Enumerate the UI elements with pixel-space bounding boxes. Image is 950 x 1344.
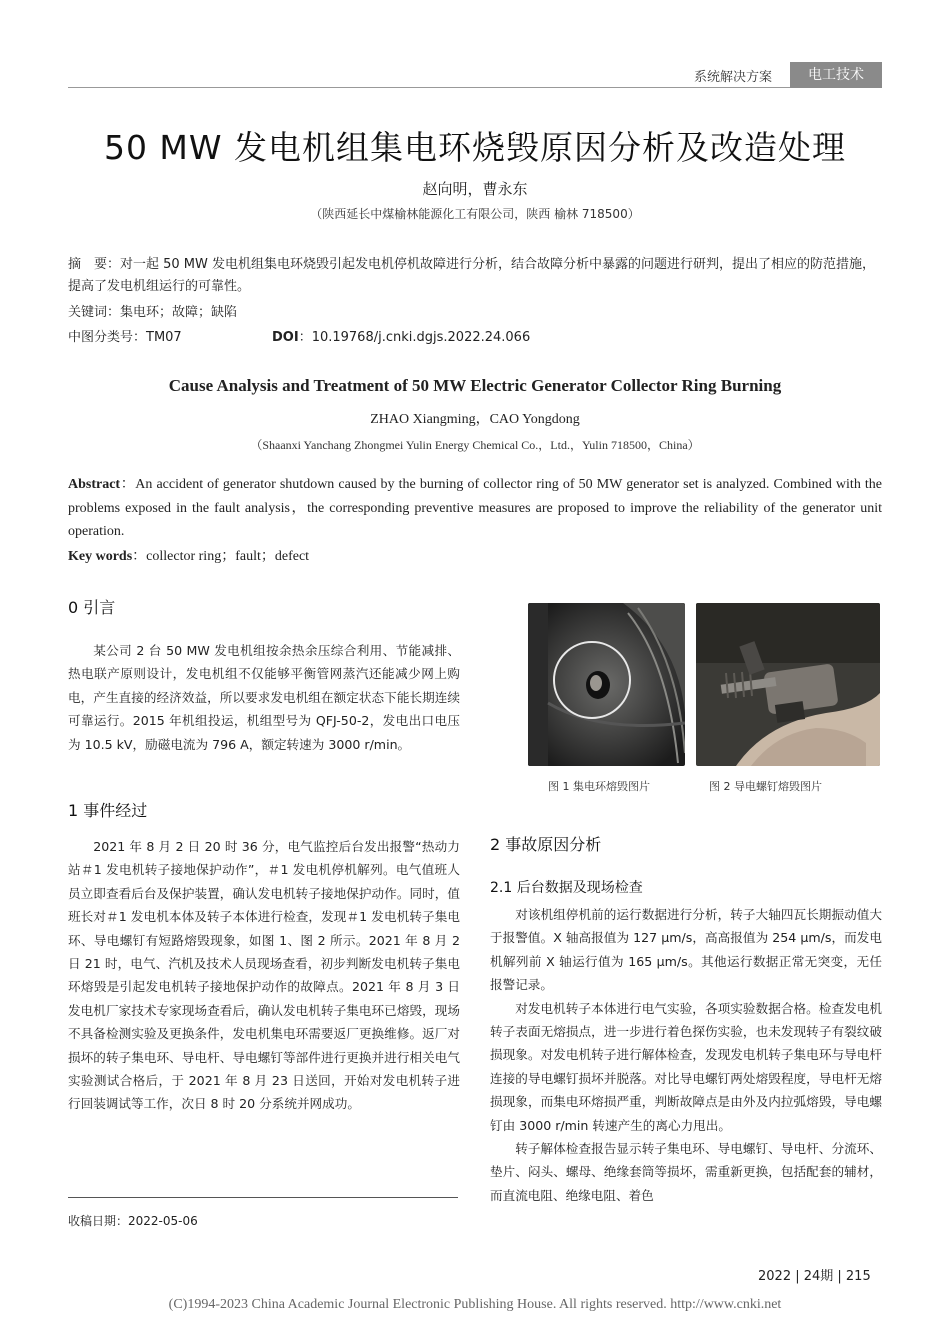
en-abstract-text: ：An accident of generator shutdown caused by the burning of collector ring of 50 MW generator set is analyzed. Combined with the problems exposed in the fault analysis，the corresponding preventive measures are proposed to improve the reliability of the generator unit operation. <box>68 477 882 539</box>
en-keywords-text: ：collector ring；fault；defect <box>132 549 310 564</box>
section-2-body <box>490 903 882 1207</box>
footnote-divider <box>68 1197 458 1198</box>
section-0-heading: 0 引言 <box>68 598 116 617</box>
doi-label: DOI <box>272 330 299 345</box>
section-2-1-heading: 2.1 后台数据及现场检查 <box>490 880 643 896</box>
section-1-body <box>68 835 460 1116</box>
section-2-heading: 2 事故原因分析 <box>490 835 602 854</box>
clc-number: 中图分类号：TM07 <box>68 330 182 345</box>
figure-2-image <box>696 603 880 766</box>
en-authors: ZHAO Xiangming，CAO Yongdong <box>370 412 580 427</box>
abstract-cn: 摘 要：对一起 50 MW 发电机组集电环烧毁引起发电机停机故障进行分析，结合故障分析中暴露的问题进行研判，提出了相应的防范措施，提高了发电机组运行的可靠性。 <box>68 257 876 294</box>
figure-2-caption: 图 2 导电螺钉熔毁图片 <box>709 780 822 793</box>
keywords-cn: 关键词：集电环；故障；缺陷 <box>68 305 238 320</box>
doi <box>272 326 530 345</box>
section-0-paragraph: 某公司 2 台 50 MW 发电机组按余热余压综合利用、节能减排、热电联产原则设计，发电机组不仅能够平衡管网蒸汽还能减少网上购电，产生直接的经济效益，所以要求发电机组在额定状态下能长期连续可靠运行。2015 年机组投运，机组型号为 QFJ-50-2，发电出口电压为 10.5 kV，励磁电流为 796 A，额定转速为 3000 r/min。 <box>68 643 460 752</box>
section-2-paragraph-1: 对该机组停机前的运行数据进行分析，转子大轴四瓦长期振动值大于报警值。X 轴高报值为 127 μm/s，高高报值为 254 μm/s，而发电机解列前 X 轴运行值为 165 μm/s。其他运行数据正常无突变，无任报警记录。 <box>490 907 882 993</box>
section-1-heading: 1 事件经过 <box>68 801 148 820</box>
section-2-paragraph-2: 对发电机转子本体进行电气实验，各项实验数据合格。检查发电机转子表面无熔损点，进一步进行着色探伤实验，也未发现转子有裂纹破损现象。对发电机转子进行解体检查，发现发电机转子集电环与导电杆连接的导电螺钉损坏并脱落。对比导电螺钉两处熔毁程度，导电杆无熔损现象，而集电环熔损严重，判断故障点是由外及内拉弧熔毁，导电螺钉由 3000 r/min 转速产生的离心力甩出。 <box>490 1000 882 1133</box>
section-1-paragraph: 2021 年 8 月 2 日 20 时 36 分，电气监控后台发出报警“热动力站＃1 发电机转子接地保护动作”，＃1 发电机停机解列。电气值班人员立即查看后台及保护装置，确认发电机转子接地保护动作。同时，值班长对＃1 发电机本体及转子本体进行检查，发现＃1 发电机转子集电环、导电螺钉有短路熔毁现象，如图 1、图 2 所示。2021 年 8 月 2 日 21 时，电气、汽机及技术人员现场查看，初步判断发电机转子集电环熔毁是引起发电机转子接地保护动作的故障点。2021 年 8 月 3 日发电机厂家技术专家现场查看后，确认发电机转子集电环已熔毁，现场不具备检测实验及更换条件，发电机集电环需要返厂更换维修。返厂对损坏的转子集电环、导电杆、导电螺钉等部件进行更换并进行相关电气实验测试合格后，于 2021 年 8 月 23 日送回，开始对发电机转子进行回装调试等工作，次日 8 时 20 分系统并网成功。 <box>68 839 460 1112</box>
en-affiliation: （Shaanxi Yanchang Zhongmei Yulin Energy Chemical Co.，Ltd.，Yulin 718500，China） <box>250 438 700 452</box>
section-2-paragraph-3: 转子解体检查报告显示转子集电环、导电螺钉、导电杆、分流环、垫片、闷头、螺母、绝缘套筒等损坏，需重新更换，包括配套的辅材，而直流电阻、绝缘电阻、着色 <box>490 1141 882 1203</box>
en-abstract-label: Abstract <box>68 477 121 492</box>
en-title: Cause Analysis and Treatment of 50 MW Electric Generator Collector Ring Burning <box>168 376 782 395</box>
paper-title: 50 MW 发电机组集电环烧毁原因分析及改造处理 <box>103 128 847 167</box>
doi-value: ：10.19768/j.cnki.dgjs.2022.24.066 <box>298 330 531 345</box>
authors: 赵向明，曹永东 <box>422 180 528 198</box>
copyright-footer: (C)1994-2023 China Academic Journal Electronic Publishing House. All rights reserved. http://www.cnki.net <box>168 1297 782 1312</box>
header-section: 系统解决方案 <box>693 70 772 85</box>
running-header <box>68 62 882 88</box>
affiliation: （陕西延长中煤榆林能源化工有限公司，陕西 榆林 718500） <box>310 207 640 221</box>
figure-1-caption: 图 1 集电环熔毁图片 <box>548 780 650 793</box>
section-0-body <box>68 639 460 756</box>
en-keywords <box>68 545 309 565</box>
header-tag: 电工技术 <box>790 62 882 88</box>
en-keywords-label: Key words <box>68 549 133 564</box>
page-number: 2022 | 24期 | 215 <box>758 1269 871 1284</box>
figure-1-image <box>528 603 685 766</box>
en-abstract <box>68 473 882 544</box>
received-date: 收稿日期：2022-05-06 <box>68 1214 198 1228</box>
